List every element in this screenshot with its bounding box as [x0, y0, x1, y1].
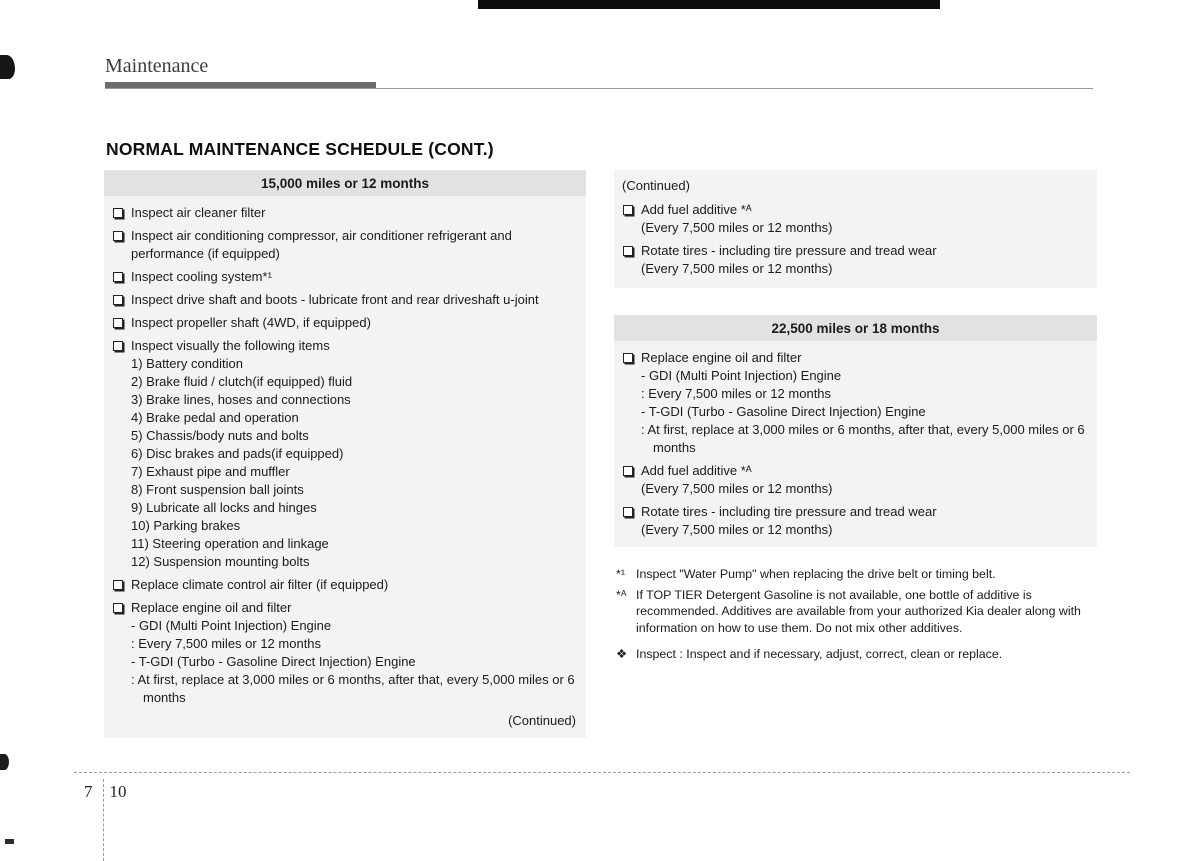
checklist-subline: : At first, replace at 3,000 miles or 6 months, after that, every 5,000 miles or 6 months [641, 422, 1085, 455]
checkbox-icon [623, 205, 633, 215]
checklist-subline: 3) Brake lines, hoses and connections [131, 392, 351, 407]
checklist-subline: : At first, replace at 3,000 miles or 6 months, after that, every 5,000 miles or 6 months [131, 672, 575, 705]
checkbox-icon [113, 580, 123, 590]
checklist-item [112, 291, 578, 309]
footnote-marker: *ᴬ [616, 587, 627, 602]
checklist-subline: 9) Lubricate all locks and hinges [131, 500, 317, 515]
scan-artifact [0, 55, 15, 79]
checklist-subline: : Every 7,500 miles or 12 months [641, 386, 832, 401]
checklist-item-text: Add fuel additive *ᴬ [641, 202, 752, 217]
checkbox-icon [113, 272, 123, 282]
checkbox-icon [113, 318, 123, 328]
checklist-subline: 10) Parking brakes [131, 518, 241, 533]
table-body-15000-miles [104, 196, 586, 738]
checklist-subline: 5) Chassis/body nuts and bolts [131, 428, 309, 443]
table-22500-miles [614, 315, 1097, 547]
checklist-item-text: Replace engine oil and filter [131, 600, 292, 615]
checklist-subline: 7) Exhaust pipe and muffler [131, 464, 290, 479]
left-column [104, 170, 586, 738]
checklist-subline: 1) Battery condition [131, 356, 244, 371]
checklist-item-text: Add fuel additive *ᴬ [641, 463, 752, 478]
checklist-subline: (Every 7,500 miles or 12 months) [641, 220, 833, 235]
checklist-subline: 4) Brake pedal and operation [131, 410, 299, 425]
checkbox-icon [623, 246, 633, 256]
checklist-item [112, 599, 578, 617]
checklist-item [622, 503, 1089, 521]
checkbox-icon [113, 231, 123, 241]
checklist-subline: 8) Front suspension ball joints [131, 482, 304, 497]
checklist-item-text: Inspect cooling system*¹ [131, 269, 272, 284]
footnotes [614, 566, 1097, 663]
footnote-text: Inspect "Water Pump" when replacing the drive belt or timing belt. [636, 567, 996, 581]
checklist-subline: - T-GDI (Turbo - Gasoline Direct Injection) Engine [641, 404, 926, 419]
checklist-item-text: Inspect drive shaft and boots - lubricate front and rear driveshaft u-joint [131, 292, 539, 307]
footnote [616, 646, 1095, 663]
checkbox-icon [623, 353, 633, 363]
checklist-item [112, 337, 578, 355]
table-header-22500-miles: 22,500 miles or 18 months [614, 315, 1097, 341]
footnote [616, 587, 1095, 637]
footnote-text: If TOP TIER Detergent Gasoline is not available, one bottle of additive is recommended. Additives are available from your authorized Kia dealer along with information on how to use them. Do not mix other additives. [636, 587, 1081, 635]
checklist-item [622, 242, 1089, 260]
checkbox-icon [113, 341, 123, 351]
checkbox-icon [113, 208, 123, 218]
footnote [616, 566, 1095, 583]
checklist-item-text: Inspect air cleaner filter [131, 205, 266, 220]
checklist-item-text: Rotate tires - including tire pressure and tread wear [641, 504, 937, 519]
checklist-subline: (Every 7,500 miles or 12 months) [641, 522, 833, 537]
checklist-subline: 2) Brake fluid / clutch(if equipped) fluid [131, 374, 353, 389]
checklist-item [112, 227, 578, 263]
bottom-dashed-rule [74, 772, 1130, 773]
checklist-22500 [622, 349, 1089, 539]
checkbox-icon [623, 466, 633, 476]
checklist-item [622, 201, 1089, 219]
checklist-subline: - GDI (Multi Point Injection) Engine [641, 368, 842, 383]
right-column [614, 170, 1097, 667]
section-title: Maintenance [105, 55, 209, 77]
checklist-15000 [112, 204, 578, 707]
table-body-22500-miles [614, 341, 1097, 547]
checkbox-icon [623, 507, 633, 517]
footnote-marker: *¹ [616, 567, 625, 581]
checklist-subline: : Every 7,500 miles or 12 months [131, 636, 322, 651]
footnote-marker: ❖ [616, 647, 628, 661]
page-title: NORMAL MAINTENANCE SCHEDULE (CONT.) [106, 139, 494, 159]
checklist-item [112, 204, 578, 222]
checklist-item [622, 349, 1089, 367]
checkbox-icon [113, 603, 123, 613]
checklist-subline: 12) Suspension mounting bolts [131, 554, 310, 569]
scan-artifact [0, 754, 9, 770]
continued-block [614, 170, 1097, 288]
checklist-item [112, 314, 578, 332]
checklist-continued [622, 201, 1089, 278]
page-number-chapter: 7 [84, 782, 93, 801]
continued-label-top: (Continued) [622, 178, 690, 193]
checkbox-icon [113, 295, 123, 305]
checklist-item-text: Inspect propeller shaft (4WD, if equipped) [131, 315, 371, 330]
checklist-subline: - GDI (Multi Point Injection) Engine [131, 618, 332, 633]
checklist-item [112, 576, 578, 594]
page-number-page: 10 [109, 782, 127, 801]
scan-artifact [5, 839, 14, 844]
checklist-item-text: Rotate tires - including tire pressure and tread wear [641, 243, 937, 258]
checklist-item-text: Replace engine oil and filter [641, 350, 802, 365]
footnote-text: Inspect : Inspect and if necessary, adjust, correct, clean or replace. [636, 647, 1003, 661]
table-header-15000-miles: 15,000 miles or 12 months [104, 170, 586, 196]
continued-label-bottom: (Continued) [508, 713, 576, 728]
checklist-subline: 11) Steering operation and linkage [131, 536, 329, 551]
scan-artifact-top-bar [478, 0, 940, 9]
checklist-item-text: Replace climate control air filter (if equipped) [131, 577, 389, 592]
checklist-item-text: Inspect visually the following items [131, 338, 330, 353]
checklist-subline: - T-GDI (Turbo - Gasoline Direct Injection) Engine [131, 654, 416, 669]
checklist-subline: (Every 7,500 miles or 12 months) [641, 261, 833, 276]
checklist-item [622, 462, 1089, 480]
checklist-item [112, 268, 578, 286]
page-number [84, 782, 127, 802]
checklist-item-text: Inspect air conditioning compressor, air conditioner refrigerant and performance (if equipped) [131, 228, 512, 261]
checklist-subline: 6) Disc brakes and pads(if equipped) [131, 446, 344, 461]
checklist-subline: (Every 7,500 miles or 12 months) [641, 481, 833, 496]
header-rule-line [105, 88, 1093, 89]
